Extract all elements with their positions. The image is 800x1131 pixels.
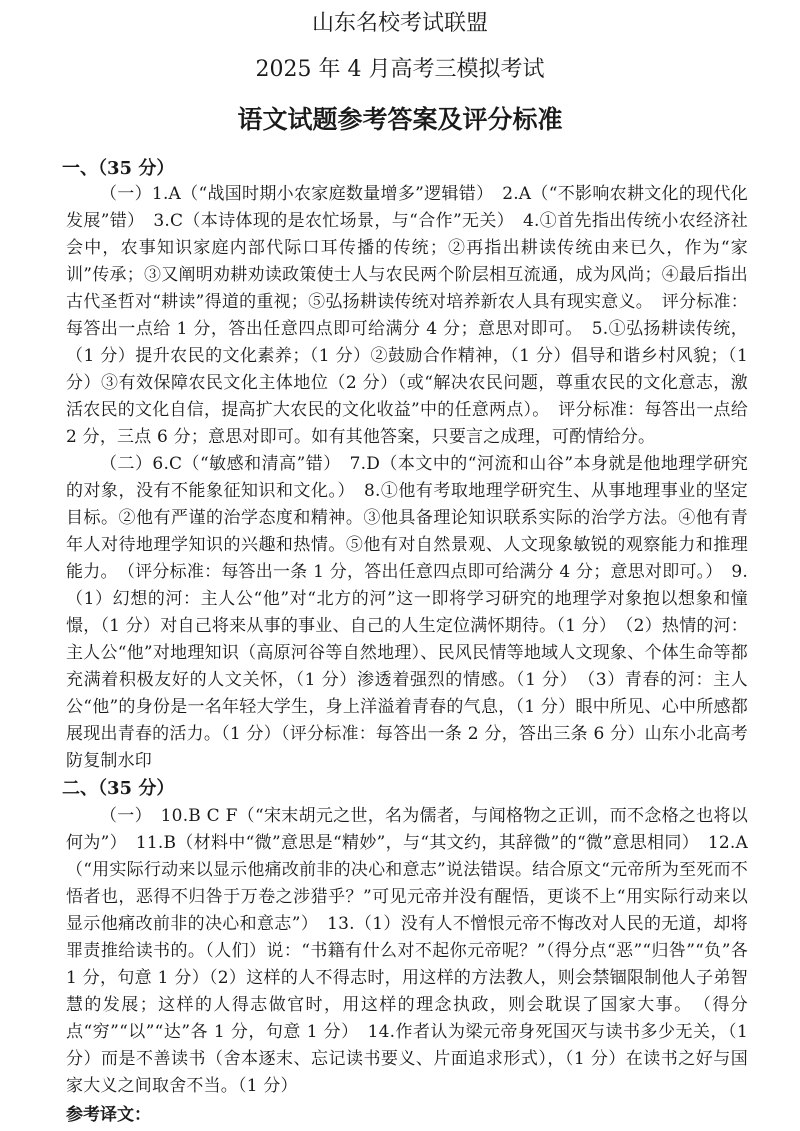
document-title: 语文试题参考答案及评分标准: [237, 105, 563, 134]
section-2-heading: 二、（35 分）: [62, 778, 175, 799]
translation-heading: 参考译文：: [66, 1105, 151, 1125]
org-name: 山东名校考试联盟: [311, 11, 488, 36]
answer-content: [62, 155, 748, 1129]
section-1-part-1-answers: （一）1.A（“战国时期小农家庭数量增多”逻辑错） 2.A（“不影响农耕文化的现代化发展”错） 3.C（本诗体现的是农忙场景，与“合作”无关） 4.①首先指出传统小农经济社会中，农事知识家庭内部代际口耳传播的传统；②再指出耕读传统由来已久，作为“家训”传承；③又阐明劝耕劝读政策使士人与农民两个阶层相互流通，成为风尚；④最后指出古代圣哲对“耕读”得道的重视；⑤弘扬耕读传统对培养新农人具有现实意义。 评分标准：每答出一点给 1 分，答出任意四点即可给满分 4 分；意思对即可。 5.①弘扬耕读传统，（1 分）提升农民的文化素养；（1 分）②鼓励合作精神，（1 分）倡导和谐乡村风貌；（1 分）③有效保障农民文化主体地位（2 分）（或“解决农民问题，尊重农民的文化意志，激活农民的文化自信，提高扩大农民的文化收益”中的任意两点）。 评分标准：每答出一点给 2 分，三点 6 分；意思对即可。如有其他答案，只要言之成理，可酌情给分。: [66, 184, 748, 447]
section-1-part-2-answers: （二）6.C（“敏感和清高”错） 7.D（本文中的“河流和山谷”本身就是他地理学研究的对象，没有不能象征知识和文化。） 8.①他有考取地理学研究生、从事地理事业的坚定目标。②他有严谨的治学态度和精神。③他具备理论知识联系实际的治学方法。④他有青年人对待地理学知识的兴趣和热情。⑤他有对自然景观、人文现象敏锐的观察能力和推理能力。 （评分标准：每答出一条 1 分，答出任意四点即可给满分 4 分；意思对即可。） 9.（1）幻想的河：主人公“他”对“北方的河”这一即将学习研究的地理学对象抱以想象和憧憬，（1 分）对自己将来从事的事业、自己的人生定位满怀期待。（1 分） （2）热情的河：主人公“他”对地理知识（高原河谷等自然地理）、民风民情等地域人文现象、个体生命等都充满着积极友好的人文关怀，（1 分）渗透着强烈的情感。（1 分） （3）青春的河：主人公“他”的身份是一名年轻大学生，身上洋溢着青春的气息，（1 分）眼中所见、心中所感都展现出青春的活力。（1 分）（评分标准：每答出一条 2 分，答出三条 6 分）山东小北高考防复制水印: [66, 454, 748, 771]
section-2-part-1-answers: （一） 10.B C F（“宋末胡元之世，名为儒者，与闻格物之正训，而不念格之也将以何为”） 11.B（材料中“微”意思是“精妙”，与“其文约，其辞微”的“微”意思相同） 12.A（“用实际行动来以显示他痛改前非的决心和意志”说法错误。结合原文“元帝所为至死而不悟者也，恶得不归咎于万卷之涉猎乎？”可见元帝并没有醒悟，更谈不上“用实际行动来以显示他痛改前非的决心和意志”） 13.（1）没有人不憎恨元帝不悔改对人民的无道，却将罪责推给读书的。（人们）说：“书籍有什么对不起你元帝呢？”（得分点“恶”“归咎”“负”各 1 分，句意 1 分）（2）这样的人不得志时，用这样的方法教人，则会禁锢限制他人子弟智慧的发展；这样的人得志做官时，用这样的理念执政，则会耽误了国家大事。 （得分点“穷”“以”“达”各 1 分，句意 1 分） 14.作者认为梁元帝身死国灭与读书多少无关，（1 分）而是不善读书（舍本逐末、忘记读书要义、片面追求形式），（1 分）在读书之好与国家大义之间取舍不当。（1 分）: [66, 806, 748, 1096]
exam-name: 2025 年 4 月高考三模拟考试: [255, 57, 545, 82]
section-1-heading: 一、（35 分）: [62, 158, 175, 179]
